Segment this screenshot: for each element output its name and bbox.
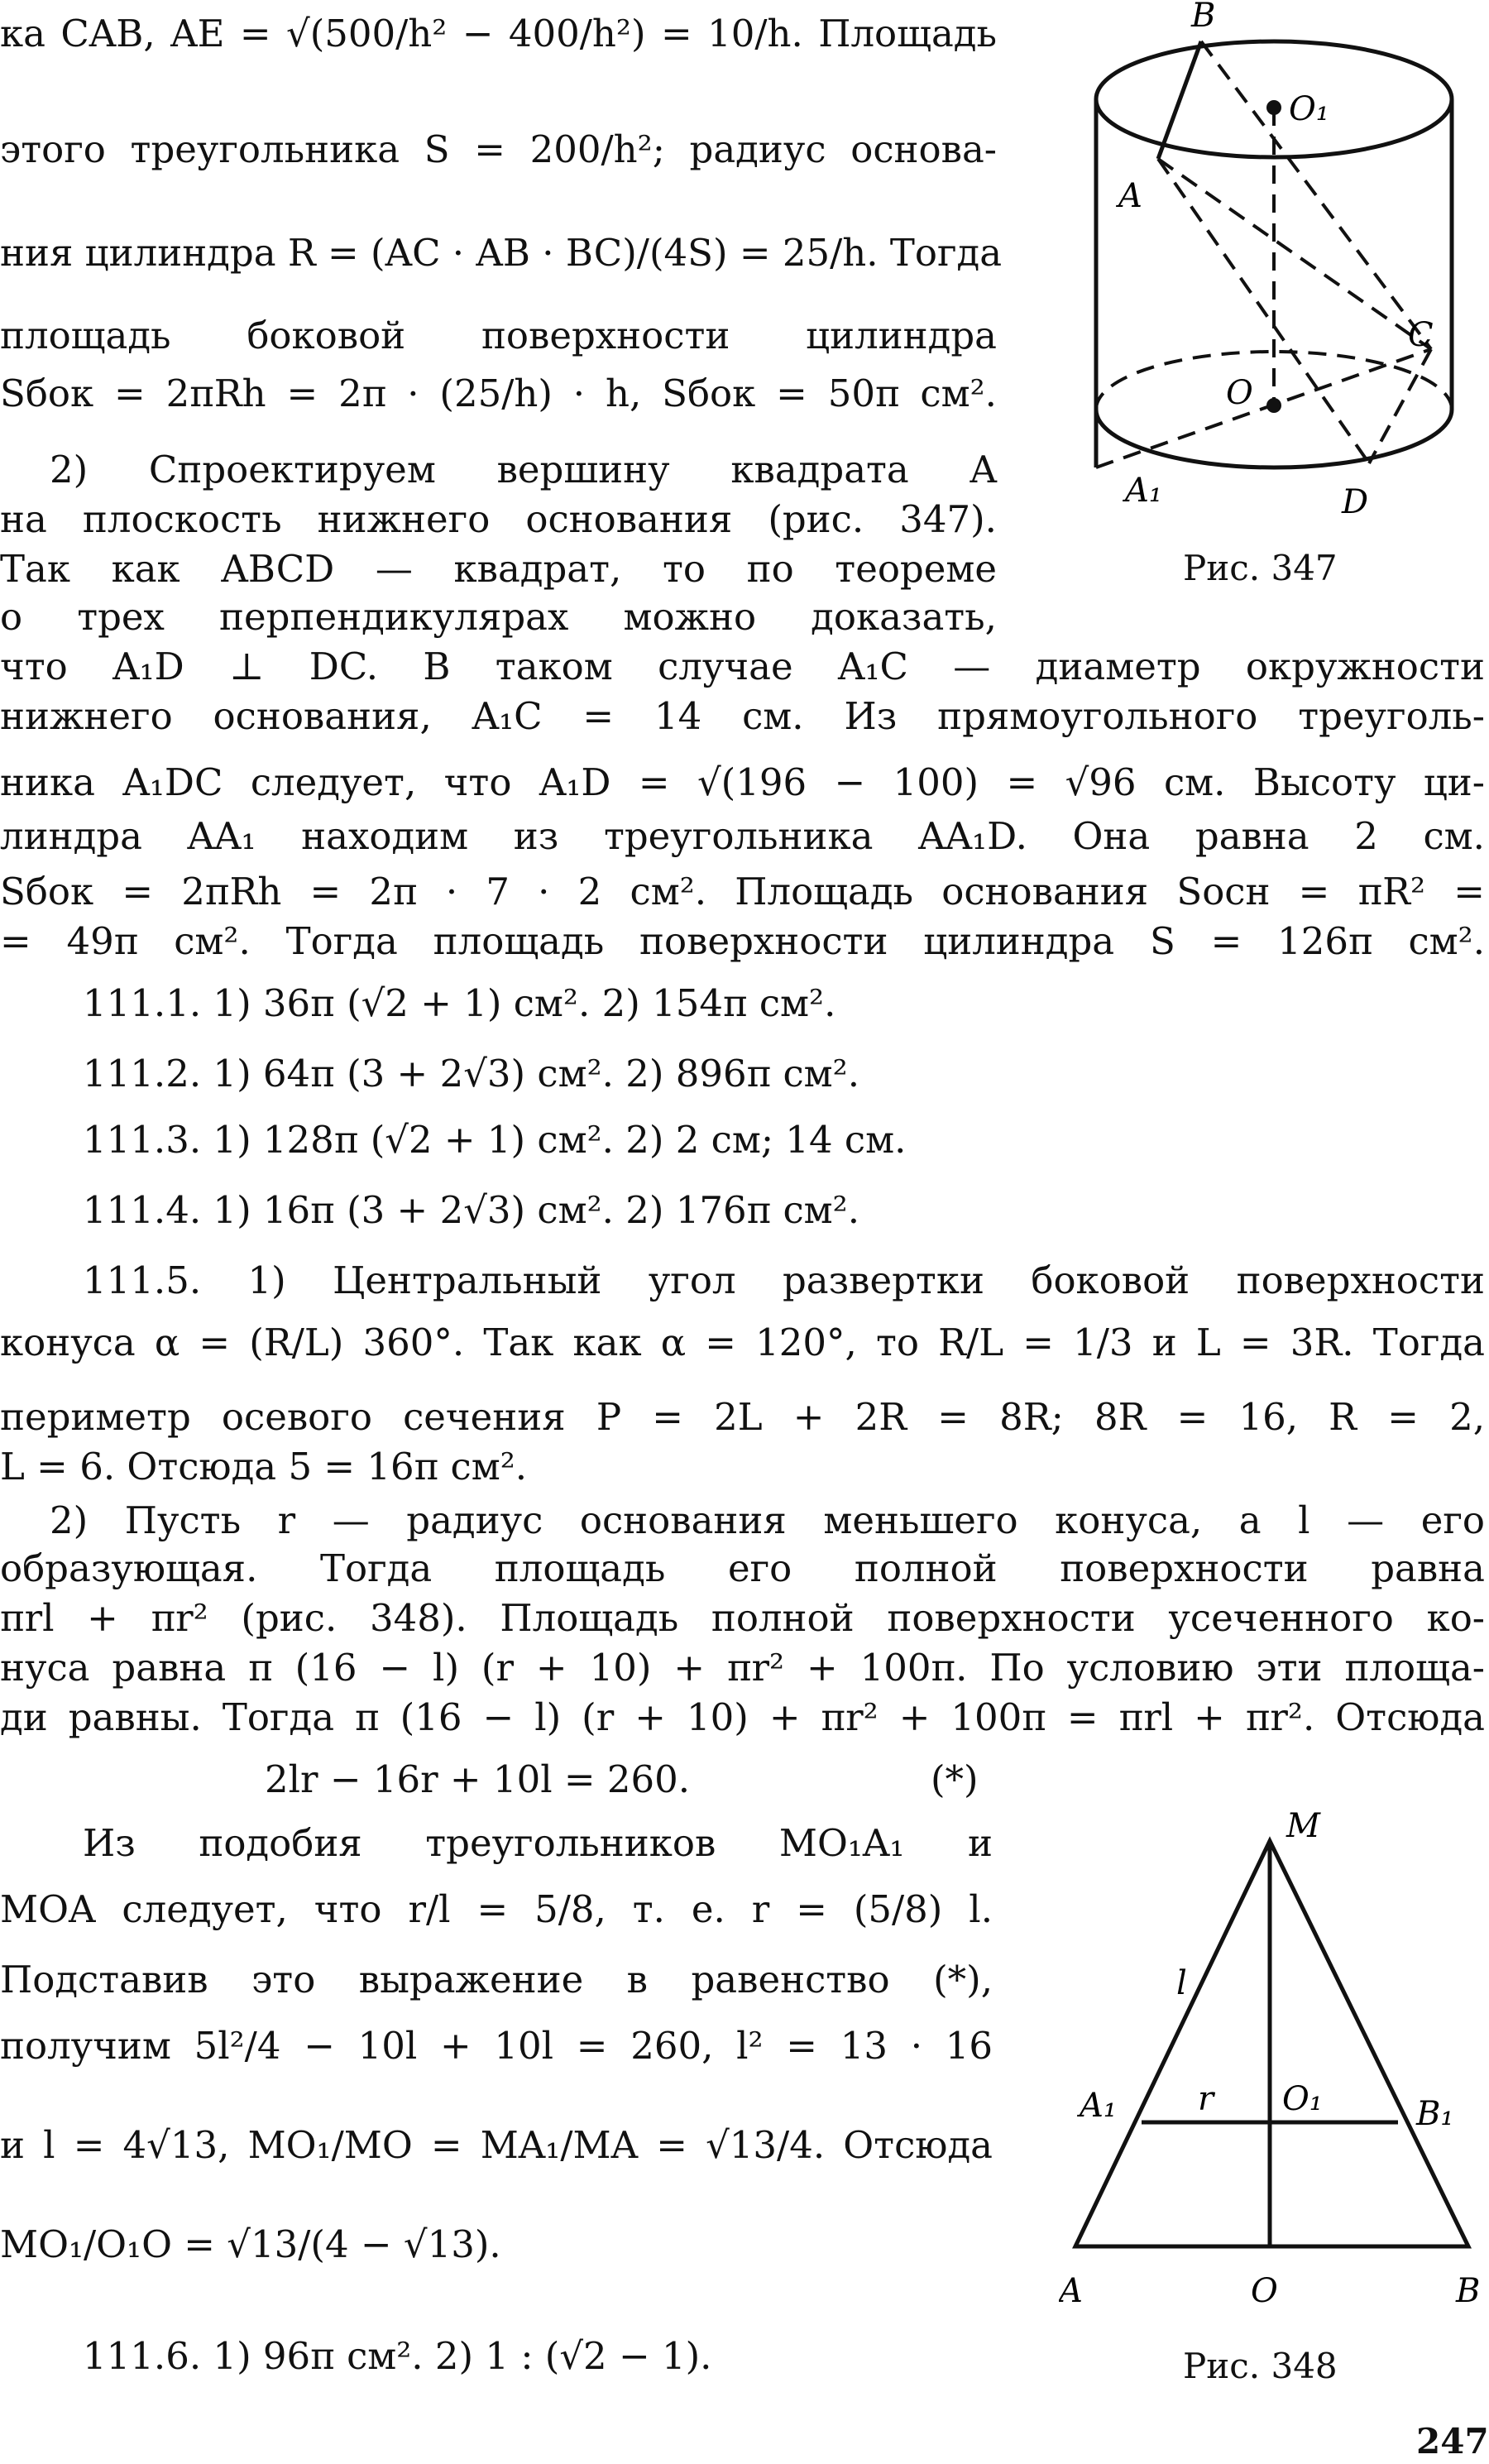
equation: 2lr − 16r + 10l = 260.	[265, 1757, 691, 1801]
label-A: A	[1118, 177, 1142, 215]
text-line: площадь боковой поверхности цилиндра	[0, 314, 997, 357]
label-A1: A₁	[1125, 472, 1162, 510]
text-line: = 49π см². Тогда площадь поверхности цилиндра S = 126π см².	[0, 919, 1485, 963]
text-line: Из подобия треугольников MO₁A₁ и	[83, 1821, 993, 1865]
figure-348-caption: Рис. 348	[1183, 2346, 1338, 2386]
text-line: Sбок = 2πRh = 2π · 7 · 2 см². Площадь основания Sосн = πR² =	[0, 870, 1485, 913]
text-line: MOA следует, что r/l = 5/8, т. е. r = (5/8) l.	[0, 1887, 993, 1931]
text-line: и l = 4√13, MO₁/MO = MA₁/MA = √13/4. Отсюда	[0, 2123, 993, 2167]
figure-347-caption: Рис. 347	[1183, 548, 1338, 588]
label-C: C	[1408, 316, 1434, 354]
text-line: конуса α = (R/L) 360°. Так как α = 120°, то R/L = 1/3 и L = 3R. Тогда	[0, 1321, 1485, 1364]
text-line: этого треугольника S = 200/h²; радиус основа-	[0, 127, 997, 171]
edge-AD	[1158, 159, 1369, 463]
text-line: 2) Пусть r — радиус основания меньшего конуса, а l — его	[50, 1498, 1485, 1542]
label-O1: O₁	[1282, 2080, 1323, 2118]
label-l: l	[1176, 1964, 1187, 2002]
answer-line: 111.1. 1) 36π (√2 + 1) см². 2) 154π см².	[83, 981, 836, 1025]
label-B1: B₁	[1416, 2095, 1454, 2133]
answer-line: 111.2. 1) 64π (3 + 2√3) см². 2) 896π см².	[83, 1052, 860, 1095]
label-O: O	[1251, 2272, 1278, 2310]
label-M: M	[1286, 1807, 1320, 1845]
text-line: линдра AA₁ находим из треугольника AA₁D. Она равна 2 см.	[0, 814, 1485, 858]
label-A1: A₁	[1080, 2087, 1117, 2125]
text-line: ния цилиндра R = (AC · AB · BC)/(4S) = 25/h. Тогда	[0, 231, 1003, 275]
edge-AC	[1158, 159, 1431, 349]
label-B: B	[1456, 2272, 1481, 2310]
edge-BC	[1201, 41, 1431, 349]
text-line: ди равны. Тогда π (16 − l) (r + 10) + πr² + 100π = πrl + πr². Отсюда	[0, 1695, 1485, 1739]
figure-347-cylinder	[1075, 0, 1489, 596]
text-line: получим 5l²/4 − 10l + 10l = 260, l² = 13 · 16	[0, 2024, 993, 2068]
text-line: πrl + πr² (рис. 348). Площадь полной поверхности усеченного ко-	[0, 1596, 1485, 1640]
text-line: 111.5. 1) Центральный угол развертки боковой поверхности	[83, 1258, 1485, 1302]
figure-348-cone-section	[1059, 1795, 1489, 2342]
answer-line: 111.4. 1) 16π (3 + 2√3) см². 2) 176π см².	[83, 1188, 860, 1232]
text-line: 2) Спроектируем вершину квадрата A	[50, 448, 997, 491]
point-O1	[1266, 100, 1281, 115]
text-line: образующая. Тогда площадь его полной поверхности равна	[0, 1546, 1485, 1590]
label-O: O	[1226, 374, 1253, 412]
point-O	[1266, 398, 1281, 413]
text-line: нуса равна π (16 − l) (r + 10) + πr² + 100π. По условию эти площа-	[0, 1646, 1485, 1690]
label-O1: O₁	[1289, 90, 1329, 128]
bottom-base-front	[1096, 410, 1452, 467]
text-line: о трех перпендикулярах можно доказать,	[0, 595, 997, 639]
answer-line: 111.3. 1) 128π (√2 + 1) см². 2) 2 см; 14 см.	[83, 1118, 907, 1162]
text-line: ника A₁DC следует, что A₁D = √(196 − 100) = √96 см. Высоту ци-	[0, 760, 1485, 804]
label-B: B	[1191, 0, 1216, 35]
equation-tag: (*)	[931, 1757, 979, 1801]
text-line: Sбок = 2πRh = 2π · (25/h) · h, Sбок = 50π см².	[0, 372, 997, 415]
label-A: A	[1059, 2272, 1083, 2310]
text-line: на плоскость нижнего основания (рис. 347).	[0, 497, 997, 541]
text-line: Подставив это выражение в равенство (*),	[0, 1958, 993, 2001]
label-D: D	[1342, 483, 1369, 521]
answer-line: 111.6. 1) 96π см². 2) 1 : (√2 − 1).	[83, 2334, 712, 2378]
text-line: что A₁D ⊥ DC. В таком случае A₁C — диаметр окружности	[0, 645, 1485, 688]
text-line: L = 6. Отсюда 5 = 16π см².	[0, 1445, 528, 1488]
text-line: нижнего основания, A₁C = 14 см. Из прямоугольного треуголь-	[0, 694, 1485, 738]
page-number: 247	[1416, 2421, 1489, 2462]
label-r: r	[1198, 2080, 1214, 2118]
text-line: Так как ABCD — квадрат, то по теореме	[0, 547, 997, 591]
edge-AB	[1158, 41, 1201, 159]
text-line: MO₁/O₁O = √13/(4 − √13).	[0, 2222, 501, 2266]
text-line: ка CAB, AE = √(500/h² − 400/h²) = 10/h. Площадь	[0, 12, 997, 55]
text-line: периметр осевого сечения P = 2L + 2R = 8R; 8R = 16, R = 2,	[0, 1395, 1485, 1439]
